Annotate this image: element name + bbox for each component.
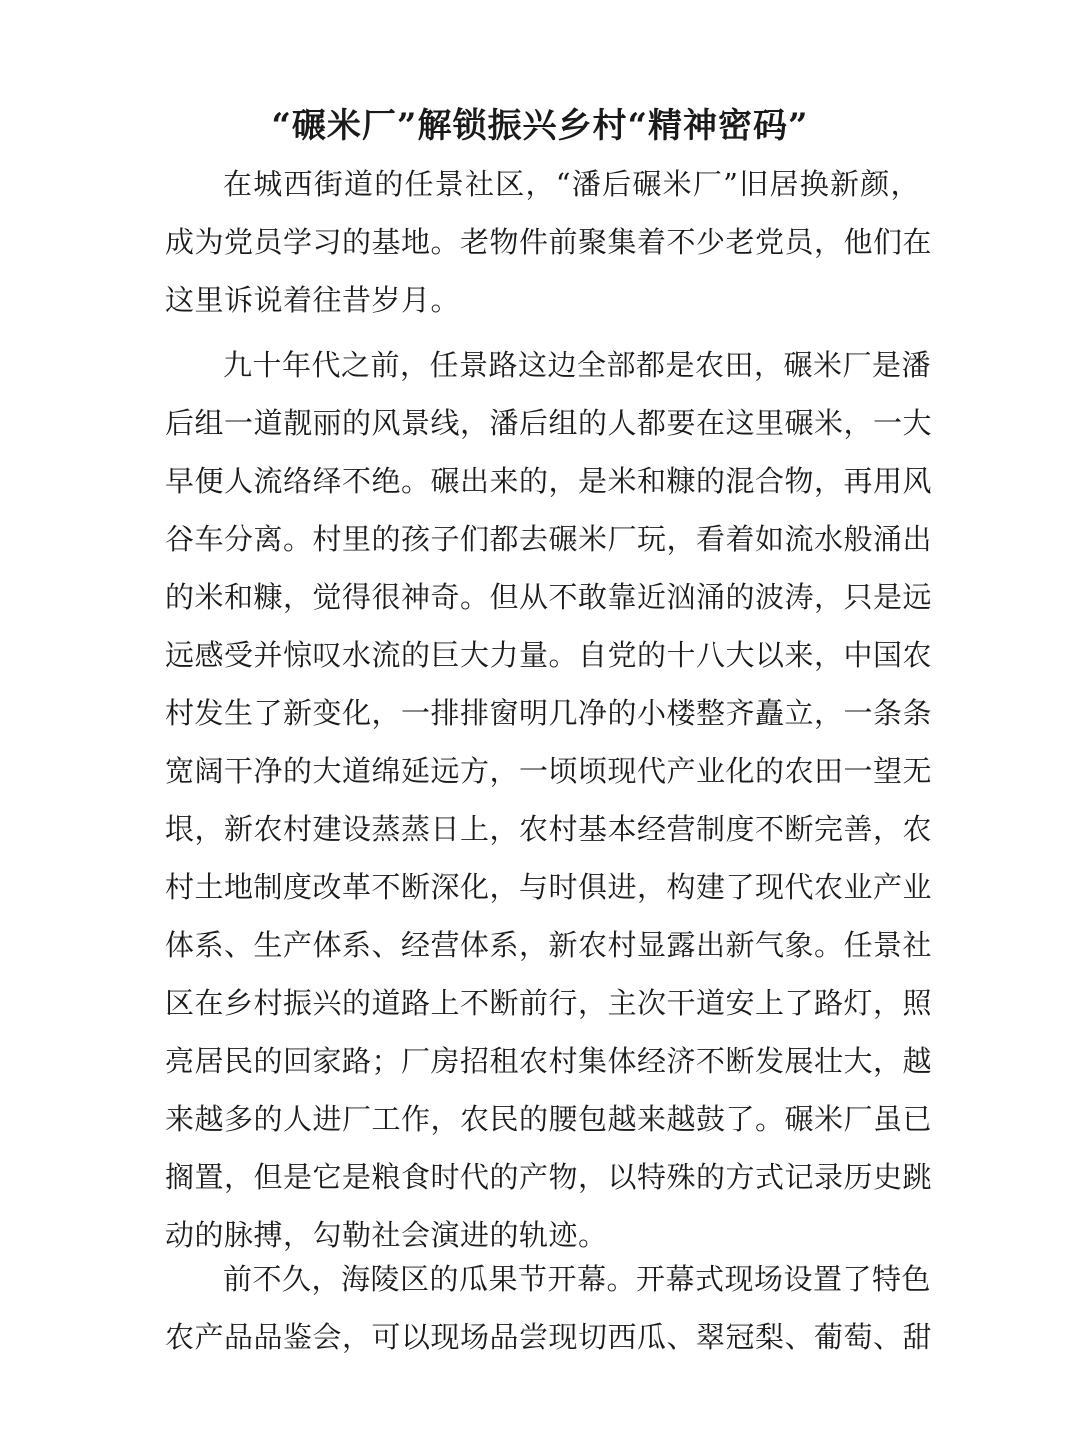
text-line: 的米和糠，觉得很神奇。但从不敢靠近汹涌的波涛，只是远	[165, 580, 933, 614]
text-line: 体系、生产体系、经营体系，新农村显露出新气象。任景社	[165, 928, 933, 962]
paragraph-3	[165, 1250, 933, 1366]
text-line: 搁置，但是它是粮食时代的产物，以特殊的方式记录历史跳	[165, 1160, 933, 1194]
text-line: 成为党员学习的基地。老物件前聚集着不少老党员，他们在	[165, 225, 933, 259]
text-line: 亮居民的回家路；厂房招租农村集体经济不断发展壮大，越	[165, 1044, 933, 1078]
text-line: 后组一道靓丽的风景线，潘后组的人都要在这里碾米，一大	[165, 406, 933, 440]
text-line: 早便人流络绎不绝。碾出来的，是米和糠的混合物，再用风	[165, 464, 933, 498]
text-line: 宽阔干净的大道绵延远方，一顷顷现代产业化的农田一望无	[165, 754, 933, 788]
text-line: 垠，新农村建设蒸蒸日上，农村基本经营制度不断完善，农	[165, 812, 933, 846]
text-line: 九十年代之前，任景路这边全部都是农田，碾米厂是潘	[223, 348, 932, 382]
text-line: 村土地制度改革不断深化，与时俱进，构建了现代农业产业	[165, 870, 933, 904]
text-line: 村发生了新变化，一排排窗明几净的小楼整齐矗立，一条条	[165, 696, 933, 730]
text-line: 在城西街道的任景社区，“潘后碾米厂”旧居换新颜，	[223, 167, 920, 201]
text-line: 谷车分离。村里的孩子们都去碾米厂玩，看着如流水般涌出	[165, 522, 933, 556]
text-line: 农产品品鉴会，可以现场品尝现切西瓜、翠冠梨、葡萄、甜	[165, 1320, 933, 1354]
paragraph-1	[165, 155, 933, 329]
text-line: 来越多的人进厂工作，农民的腰包越来越鼓了。碾米厂虽已	[165, 1102, 933, 1136]
text-line: 这里诉说着往昔岁月。	[165, 283, 461, 317]
text-line: 前不久，海陵区的瓜果节开幕。开幕式现场设置了特色	[223, 1262, 932, 1296]
text-line: 动的脉搏，勾勒社会演进的轨迹。	[165, 1218, 608, 1252]
paragraph-2	[165, 336, 933, 1264]
text-line: 远感受并惊叹水流的巨大力量。自党的十八大以来，中国农	[165, 638, 933, 672]
article-title: “碾米厂”解锁振兴乡村“精神密码”	[271, 106, 809, 146]
text-line: 区在乡村振兴的道路上不断前行，主次干道安上了路灯，照	[165, 986, 933, 1020]
